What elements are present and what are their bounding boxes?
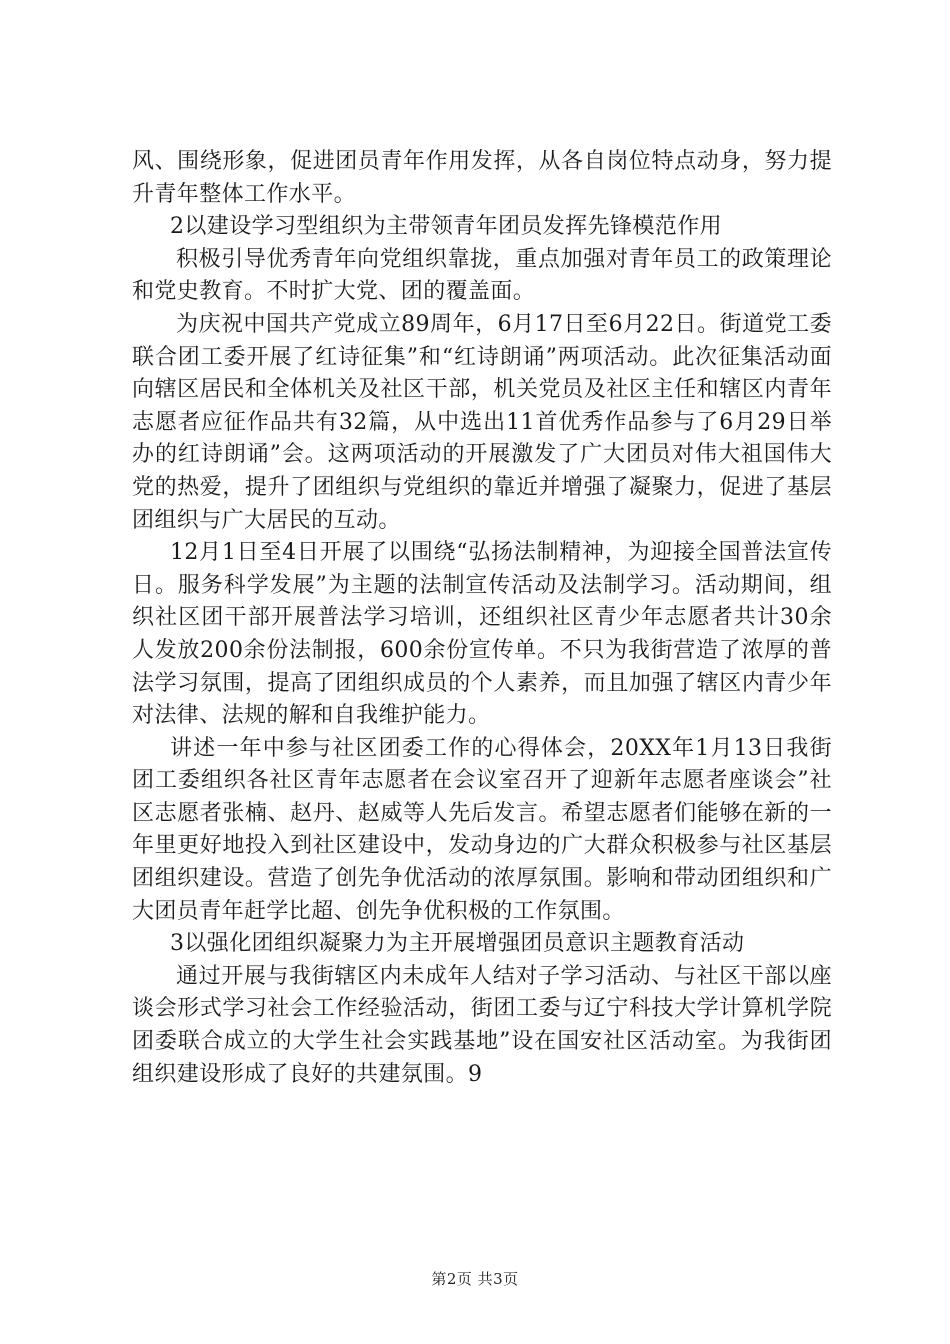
paragraph-party-guidance: 积极引导优秀青年向党组织靠拢，重点加强对青年员工的政策理论和党史教育。不时扩大党、团的覆盖面。 <box>132 246 832 305</box>
section-heading-3: 3以强化团组织凝聚力为主开展增强团员意识主题教育活动 <box>170 931 745 957</box>
paragraph-red-poetry: 为庆祝中国共产党成立89周年，6月17日至6月22日。街道党工委联合团工委开展了红诗征集”和“红诗朗诵”两项活动。此次征集活动面向辖区居民和全体机关及社区干部，机关党员及社区主任和辖区内青年志愿者应征作品共有32篇，从中选出11首优秀作品参与了6月29日举办的红诗朗诵”会。这两项活动的开展激发了广大团员对伟大祖国伟大党的热爱，提升了团组织与党组织的靠近并增强了凝聚力，促进了基层团组织与广大居民的互动。 <box>132 311 832 533</box>
paragraph-practice-base: 通过开展与我街辖区内未成年人结对子学习活动、与社区干部以座谈会形式学习社会工作经验活动，街团工委与辽宁科技大学计算机学院团委联合成立的大学生社会实践基地”设在国安社区活动室。为我街团组织建设形成了良好的共建氛围。9 <box>132 963 832 1087</box>
paragraph-volunteer-forum: 讲述一年中参与社区团委工作的心得体会，20XX年1月13日我街团工委组织各社区青年志愿者在会议室召开了迎新年志愿者座谈会”社区志愿者张楠、赵丹、赵威等人先后发言。希望志愿者们能够在新的一年里更好地投入到社区建设中，发动身边的广大群众积极参与社区基层团组织建设。营造了创先争优活动的浓厚氛围。影响和带动团组织和广大团员青年赶学比超、创先争优积极的工作氛围。 <box>132 735 832 924</box>
page-footer: 第2页 共3页 <box>431 1270 519 1288</box>
paragraph-legal-education: 12月1日至4日开展了以围绕“弘扬法制精神，为迎接全国普法宣传日。服务科学发展”为主题的法制宣传活动及法制学习。活动期间，组织社区团干部开展普法学习培训，还组织社区青少年志愿者共计30余人发放200余份法制报，600余份宣传单。不只为我街营造了浓厚的普法学习氛围，提高了团组织成员的个人素养，而且加强了辖区内青少年对法律、法规的解和自我维护能力。 <box>132 540 832 729</box>
section-heading-2: 2以建设学习型组织为主带领青年团员发挥先锋模范作用 <box>170 214 722 240</box>
document-body <box>132 146 832 1091</box>
paragraph-continuation: 风、围绕形象，促进团员青年作用发挥，从各自岗位特点动身，努力提升青年整体工作水平。 <box>132 149 832 207</box>
